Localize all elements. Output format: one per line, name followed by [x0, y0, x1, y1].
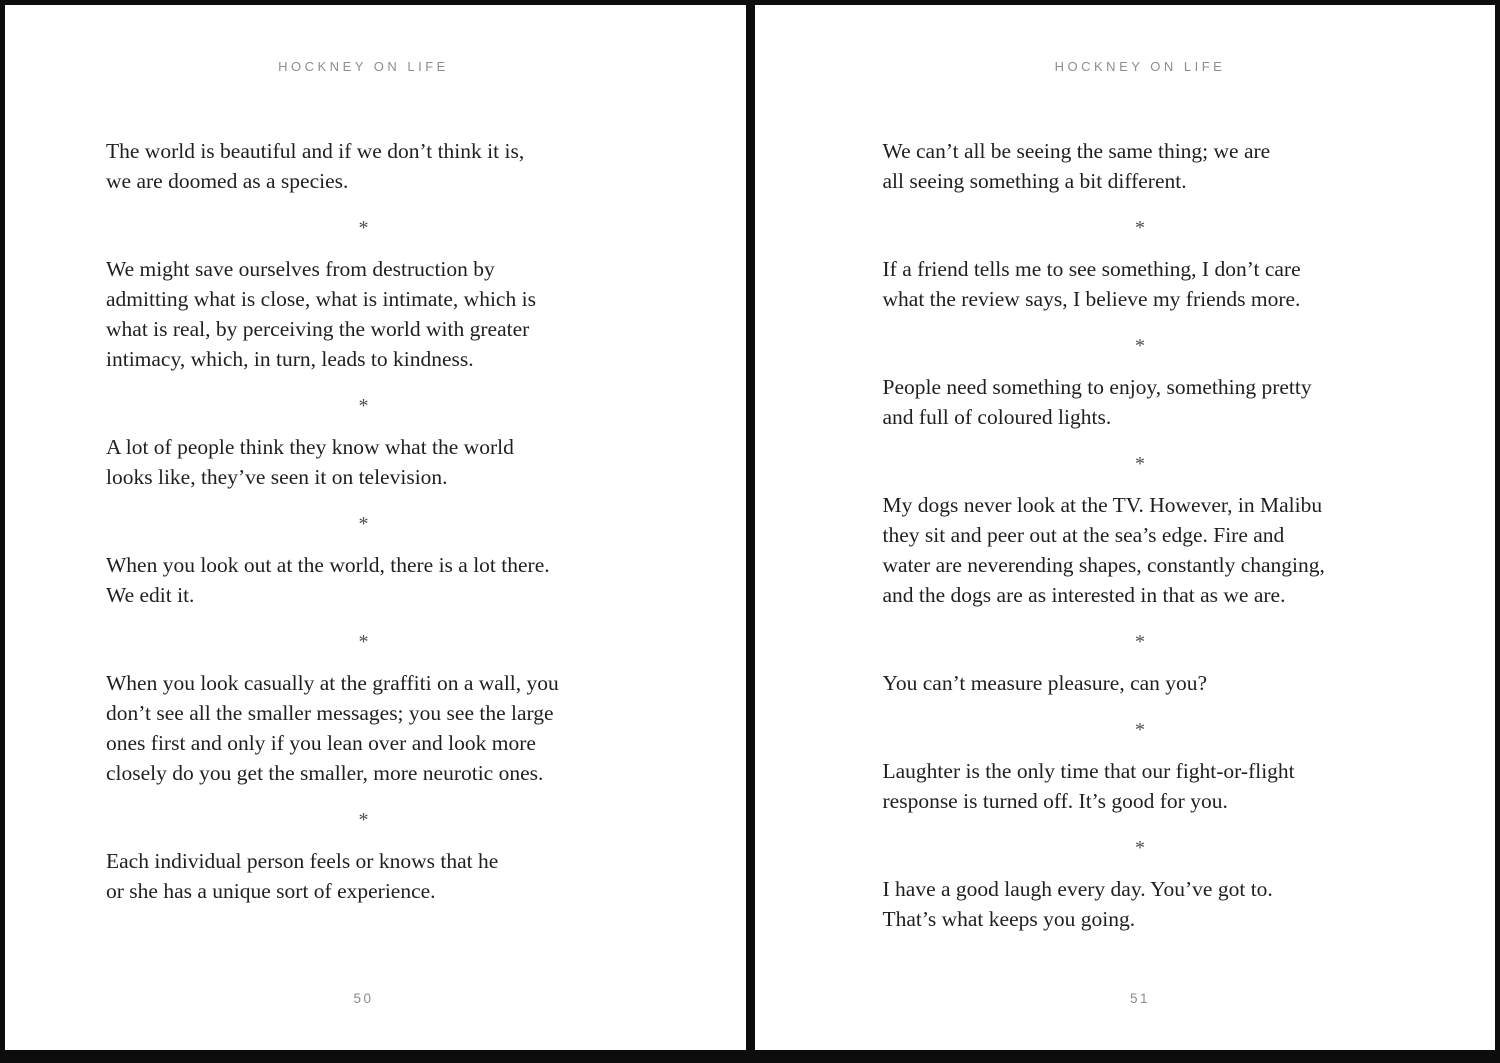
asterisk-separator: * [1135, 719, 1145, 741]
quote-line: response is turned off. It’s good for you. [882, 789, 1228, 813]
quote-line: We edit it. [106, 583, 195, 607]
running-head-left: HOCKNEY ON LIFE [278, 59, 449, 74]
page-number-left: 50 [353, 991, 374, 1006]
quote-line: We can’t all be seeing the same thing; we are [882, 139, 1271, 163]
asterisk-separator: * [1135, 837, 1145, 859]
quote-line: all seeing something a bit different. [882, 169, 1187, 193]
quote-line: or she has a unique sort of experience. [106, 879, 436, 903]
quote-line: We might save ourselves from destruction by [106, 257, 495, 281]
quote-line: and full of coloured lights. [882, 405, 1112, 429]
quote [883, 490, 1398, 610]
quote-line: When you look out at the world, there is a lot there. [106, 553, 550, 577]
quote-line: looks like, they’ve seen it on television. [106, 465, 448, 489]
quote [106, 550, 621, 610]
page-left [5, 5, 746, 1050]
quote-line: Laughter is the only time that our fight-or-flight [882, 759, 1295, 783]
asterisk-separator: * [358, 395, 369, 417]
running-head-right: HOCKNEY ON LIFE [1054, 59, 1226, 74]
asterisk-separator: * [358, 217, 369, 239]
quote [106, 136, 621, 196]
quote-line: what the review says, I believe my friends more. [882, 287, 1301, 311]
quote [883, 668, 1398, 698]
quotes-column-left [106, 136, 621, 906]
quote-line: intimacy, which, in turn, leads to kindness. [106, 347, 474, 371]
quote-line: If a friend tells me to see something, I don’t care [882, 257, 1301, 281]
asterisk-separator: * [1135, 335, 1145, 357]
quote-line: and the dogs are as interested in that as we are. [882, 583, 1286, 607]
quote [883, 254, 1398, 314]
quote-line: That’s what keeps you going. [882, 907, 1136, 931]
quote-line: People need something to enjoy, something pretty [882, 375, 1312, 399]
quote-line: I have a good laugh every day. You’ve got to. [882, 877, 1273, 901]
quote-line: Each individual person feels or knows that he [106, 849, 499, 873]
quote [883, 136, 1398, 196]
quote [106, 254, 621, 374]
quote [106, 846, 621, 906]
quote [883, 874, 1398, 934]
quote-line: what is real, by perceiving the world with greater [106, 317, 530, 341]
page-number-right: 51 [1129, 991, 1151, 1006]
quotes-column-right [883, 136, 1398, 934]
quote [883, 372, 1398, 432]
asterisk-separator: * [1135, 631, 1145, 653]
quote-line: they sit and peer out at the sea’s edge. Fire and [882, 523, 1285, 547]
quote-line: ones first and only if you lean over and look more [106, 731, 536, 755]
quote-line: A lot of people think they know what the world [106, 435, 514, 459]
quote [106, 432, 621, 492]
quote-line: don’t see all the smaller messages; you see the large [106, 701, 554, 725]
page-gutter-divider [746, 5, 755, 1050]
asterisk-separator: * [358, 809, 369, 831]
quote-line: admitting what is close, what is intimate, which is [106, 287, 536, 311]
page-right [755, 5, 1496, 1050]
asterisk-separator: * [358, 513, 369, 535]
asterisk-separator: * [1135, 217, 1145, 239]
quote-line: My dogs never look at the TV. However, in Malibu [882, 493, 1323, 517]
quote-line: The world is beautiful and if we don’t think it is, [106, 139, 525, 163]
quote-line: You can’t measure pleasure, can you? [882, 671, 1208, 695]
asterisk-separator: * [1135, 453, 1145, 475]
quote-line: we are doomed as a species. [106, 169, 349, 193]
quote [106, 668, 621, 788]
quote [883, 756, 1398, 816]
quote-line: closely do you get the smaller, more neurotic ones. [106, 761, 544, 785]
asterisk-separator: * [358, 631, 369, 653]
quote-line: When you look casually at the graffiti on a wall, you [106, 671, 559, 695]
quote-line: water are neverending shapes, constantly changing, [882, 553, 1325, 577]
